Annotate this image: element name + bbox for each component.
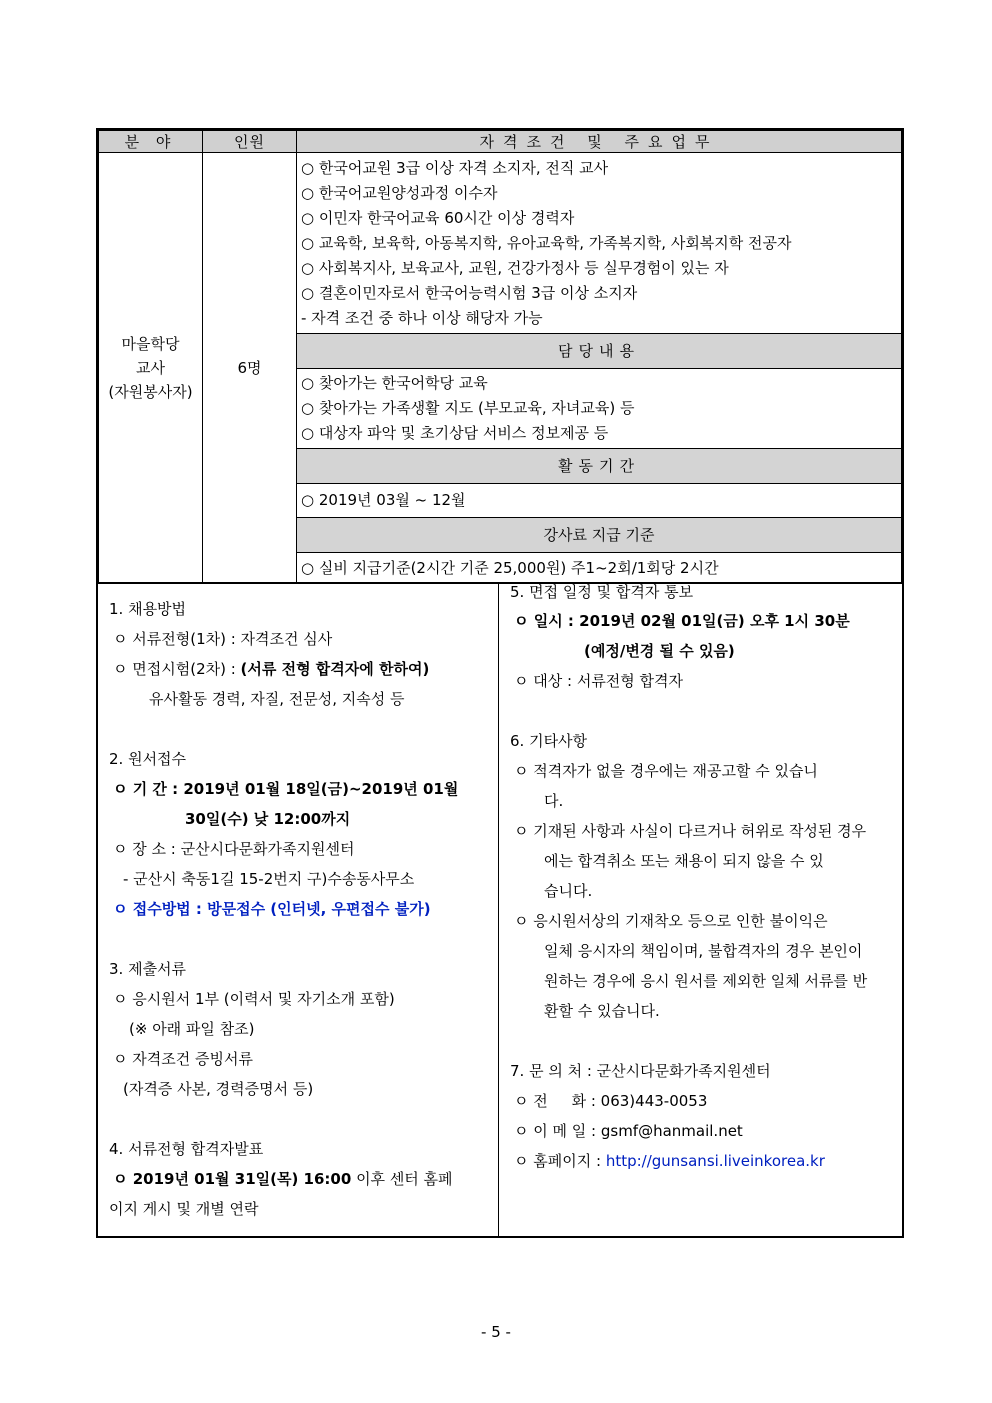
field-cell xyxy=(99,153,203,583)
field-line: 교사 xyxy=(136,358,165,377)
qualification-item: ○ 사회복지사, 보육교사, 교원, 건강가정사 등 실무경험이 있는 자 xyxy=(301,259,729,277)
count-cell: 6명 xyxy=(203,153,297,583)
info-line: ㅇ 기 간 : 2019년 01월 18일(금)~2019년 01월 xyxy=(113,780,459,798)
info-line: ㅇ 서류전형(1차) : 자격조건 심사 xyxy=(113,630,333,648)
info-line: ㅇ 응시원서상의 기재착오 등으로 인한 불이익은 xyxy=(514,912,828,930)
qualification-item: ○ 이민자 한국어교육 60시간 이상 경력자 xyxy=(301,209,575,227)
info-line: 30일(수) 낮 12:00까지 xyxy=(185,810,351,828)
info-right-column xyxy=(499,584,902,1236)
duty-title: 담당내용 xyxy=(297,333,901,369)
qualification-item: ○ 한국어교원양성과정 이수자 xyxy=(301,184,498,202)
period-item: ○ 2019년 03월 ~ 12월 xyxy=(301,491,466,509)
info-line: 유사활동 경력, 자질, 전문성, 지속성 등 xyxy=(149,690,405,708)
qualification-item: ○ 한국어교원 3급 이상 자격 소지자, 전직 교사 xyxy=(301,159,609,177)
recruitment-notice-frame xyxy=(96,128,904,1238)
field-line: (자원봉사자) xyxy=(108,382,193,401)
section-title: 3. 제출서류 xyxy=(109,960,187,978)
field-line: 마을학당 xyxy=(121,334,180,353)
page-number: - 5 - xyxy=(481,1323,511,1341)
position-table xyxy=(98,130,902,583)
section-title: 1. 채용방법 xyxy=(109,600,187,618)
section-title: 4. 서류전형 합격자발표 xyxy=(109,1140,264,1158)
info-line xyxy=(510,1146,902,1176)
info-text: ㅇ 홈페이지 : xyxy=(514,1152,606,1170)
period-title: 활동기간 xyxy=(297,448,901,484)
fee-item: ○ 실비 지급기준(2시간 기준 25,000원) 주1~2회/1회당 2시간 xyxy=(301,559,719,577)
info-text-bold: ㅇ 2019년 01월 31일(목) 16:00 xyxy=(113,1170,352,1188)
info-line: 환할 수 있습니다. xyxy=(544,1002,660,1020)
info-line: (자격증 사본, 경력증명서 등) xyxy=(123,1080,314,1098)
info-line: 원하는 경우에 응시 원서를 제외한 일체 서류를 반 xyxy=(544,972,868,990)
info-line: 에는 합격취소 또는 채용이 되지 않을 수 있 xyxy=(544,852,824,870)
header-qualifications: 자격조건 및 주요업무 xyxy=(297,131,902,153)
info-line: 습니다. xyxy=(544,882,593,900)
info-line: 일체 응시자의 책임이며, 불합격자의 경우 본인이 xyxy=(544,942,863,960)
info-line: ㅇ 응시원서 1부 (이력서 및 자기소개 포함) xyxy=(113,990,395,1008)
fee-title: 강사료 지급 기준 xyxy=(297,517,901,553)
info-line: ㅇ 이 메 일 : gsmf@hanmail.net xyxy=(514,1122,743,1140)
info-line: 이지 게시 및 개별 연락 xyxy=(109,1200,259,1218)
info-line xyxy=(109,654,498,684)
info-section xyxy=(98,583,902,1236)
header-count: 인원 xyxy=(203,131,297,153)
info-line: (예정/변경 될 수 있음) xyxy=(584,642,735,660)
info-text: ㅇ 면접시험(2차) : xyxy=(113,660,241,678)
duty-item: ○ 찾아가는 한국어학당 교육 xyxy=(301,374,488,392)
info-line: ㅇ 자격조건 증빙서류 xyxy=(113,1050,253,1068)
info-line: ㅇ 적격자가 없을 경우에는 재공고할 수 있습니 xyxy=(514,762,818,780)
qualification-item: ○ 결혼이민자로서 한국어능력시험 3급 이상 소지자 xyxy=(301,284,638,302)
qualification-item: ○ 교육학, 보육학, 아동복지학, 유아교육학, 가족복지학, 사회복지학 전공자 xyxy=(301,234,792,252)
section-title: 7. 문 의 처 : 군산시다문화가족지원센터 xyxy=(510,1062,771,1080)
info-left-column xyxy=(98,584,499,1236)
info-line: - 군산시 축동1길 15-2번지 구)수송동사무소 xyxy=(123,870,415,888)
info-line: (※ 아래 파일 참조) xyxy=(129,1020,255,1038)
homepage-link[interactable]: http://gunsansi.liveinkorea.kr xyxy=(605,1152,825,1170)
header-field: 분 야 xyxy=(99,131,203,153)
section-title: 2. 원서접수 xyxy=(109,750,187,768)
info-line: ㅇ 전 화 : 063)443-0053 xyxy=(514,1092,708,1110)
info-line-highlight: ㅇ 접수방법 : 방문접수 (인터넷, 우편접수 불가) xyxy=(113,900,431,918)
info-text-bold: (서류 전형 합격자에 한하여) xyxy=(240,660,430,678)
info-line: ㅇ 일시 : 2019년 02월 01일(금) 오후 1시 30분 xyxy=(514,612,850,630)
qualification-note: - 자격 조건 중 하나 이상 해당자 가능 xyxy=(301,309,543,327)
section-title: 5. 면접 일정 및 합격자 통보 xyxy=(510,583,694,601)
info-line: 다. xyxy=(544,792,564,810)
duty-item: ○ 찾아가는 가족생활 지도 (부모교육, 자녀교육) 등 xyxy=(301,399,635,417)
section-title: 6. 기타사항 xyxy=(510,732,588,750)
info-line: ㅇ 기재된 사항과 사실이 다르거나 허위로 작성된 경우 xyxy=(514,822,867,840)
info-line xyxy=(109,1164,498,1194)
details-cell xyxy=(297,153,902,583)
duty-item: ○ 대상자 파악 및 초기상담 서비스 정보제공 등 xyxy=(301,424,609,442)
info-text: 이후 센터 홈페 xyxy=(351,1170,453,1188)
info-line: ㅇ 장 소 : 군산시다문화가족지원센터 xyxy=(113,840,355,858)
info-line: ㅇ 대상 : 서류전형 합격자 xyxy=(514,672,684,690)
